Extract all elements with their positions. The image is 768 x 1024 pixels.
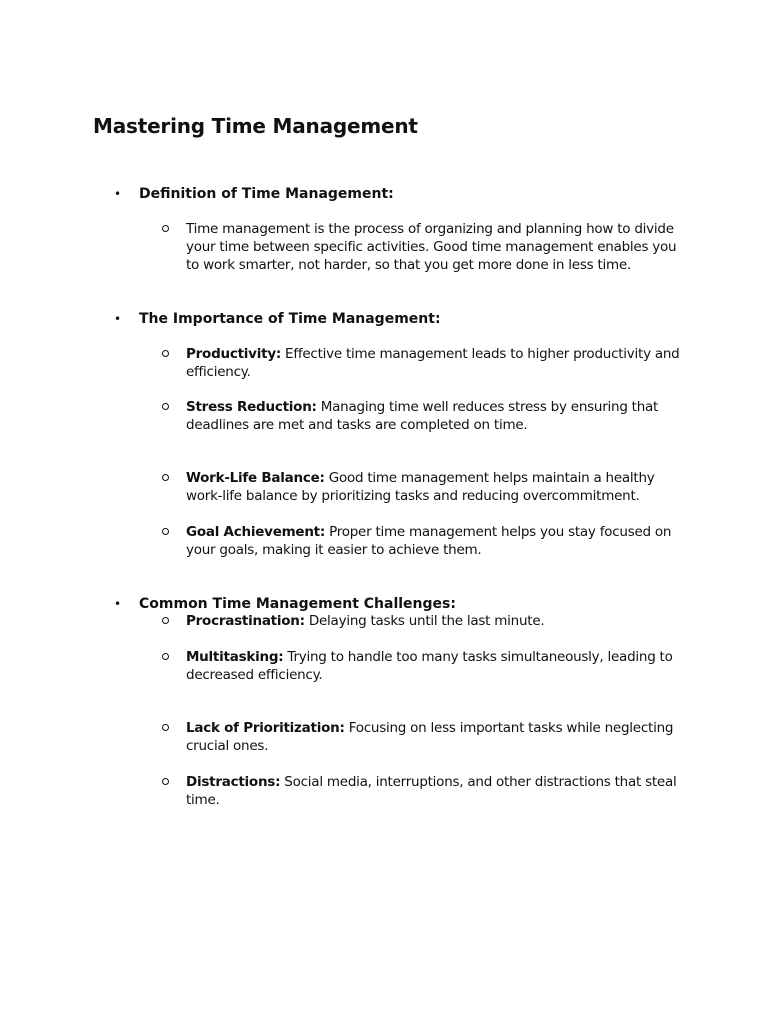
section-heading-label: The Importance of Time Management: (139, 311, 441, 327)
list-item (186, 220, 686, 274)
list-item (186, 398, 686, 434)
sub-bullet-icon (162, 653, 169, 660)
list-item (186, 345, 686, 381)
item-term: Stress Reduction: (186, 399, 317, 415)
item-text: Trying to handle too many tasks simultaneously, leading to decreased efficiency. (186, 649, 673, 683)
item-term: Lack of Prioritization: (186, 720, 345, 736)
sub-bullet-icon (162, 225, 169, 232)
section-heading-challenges (114, 595, 456, 613)
list-item (186, 719, 686, 755)
item-term: Productivity: (186, 346, 282, 362)
item-text: Social media, interruptions, and other distractions that steal time. (186, 774, 677, 808)
item-text: Managing time well reduces stress by ensuring that deadlines are met and tasks are completed on time. (186, 399, 659, 433)
section-heading-importance (114, 310, 441, 328)
sub-bullet-icon (162, 528, 169, 535)
item-text: Effective time management leads to higher productivity and efficiency. (186, 346, 680, 380)
list-item (186, 648, 686, 684)
item-term: Distractions: (186, 774, 281, 790)
sub-bullet-icon (162, 403, 169, 410)
sub-bullet-icon (162, 617, 169, 624)
page-title: Mastering Time Management (93, 114, 418, 138)
section-heading-label: Definition of Time Management: (139, 186, 394, 202)
section-heading-label: Common Time Management Challenges: (139, 596, 456, 612)
bullet-icon: • (114, 187, 122, 201)
bullet-icon: • (114, 312, 122, 326)
list-item (186, 773, 686, 809)
item-text: Delaying tasks until the last minute. (304, 613, 545, 629)
item-term: Work-Life Balance: (186, 470, 325, 486)
item-term: Goal Achievement: (186, 524, 326, 540)
bullet-icon: • (114, 597, 122, 611)
item-term: Procrastination: (186, 613, 305, 629)
sub-bullet-icon (162, 474, 169, 481)
item-text: Time management is the process of organizing and planning how to divide your time between specific activities. Good time management enables you to work smarter, not harder, so that you get more done in less time. (186, 221, 677, 273)
list-item (186, 469, 686, 505)
item-text: Proper time management helps you stay focused on your goals, making it easier to achieve them. (186, 524, 672, 558)
section-heading-definition (114, 185, 394, 203)
sub-bullet-icon (162, 778, 169, 785)
item-text: Focusing on less important tasks while neglecting crucial ones. (186, 720, 674, 754)
list-item (186, 612, 686, 630)
item-term: Multitasking: (186, 649, 284, 665)
sub-bullet-icon (162, 724, 169, 731)
sub-bullet-icon (162, 350, 169, 357)
list-item (186, 523, 686, 559)
item-text: Good time management helps maintain a healthy work-life balance by prioritizing tasks and reducing overcommitment. (186, 470, 655, 504)
